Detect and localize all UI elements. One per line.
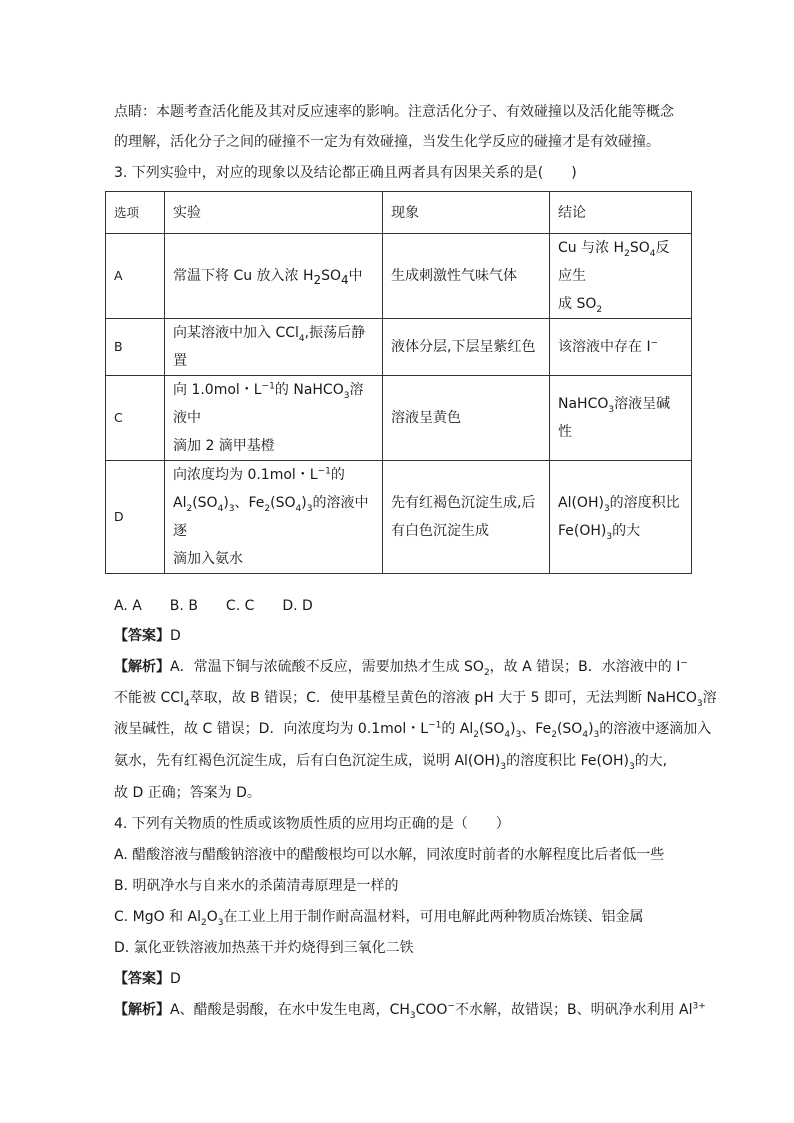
table-row <box>106 234 692 319</box>
question-3-analysis-line-1: 【解析】A．常温下铜与浓硫酸不反应，需要加热才生成 $SO_2$，故 A 错误；B．水溶液中的 I− <box>114 658 688 678</box>
question-3-analysis-line-3: 液呈碱性，故 C 错误；D．向浓度均为 0.1mol・$L^{-1}$的 $Al_2(SO_4)_3$、$Fe_2(SO_4)_3$的溶液中逐滴加入 <box>114 720 712 740</box>
question-4-option-a: A. 醋酸溶液与醋酸钠溶液中的醋酸根均可以水解，同浓度时前者的水解程度比后者低一些 <box>114 847 665 863</box>
row-option: C <box>106 376 165 461</box>
table-header-row <box>106 192 692 234</box>
comment-line-2: 的理解，活化分子之间的碰撞不一定为有效碰撞，当发生化学反应的碰撞才是有效碰撞。 <box>114 134 660 150</box>
header-conclusion: 结论 <box>550 192 692 234</box>
row-observation: 溶液呈黄色 <box>383 376 550 461</box>
table-row <box>106 461 692 574</box>
table-row <box>106 319 692 376</box>
row-observation: 液体分层,下层呈紫红色 <box>383 319 550 376</box>
question-4-analysis: 【解析】A、醋酸是弱酸，在水中发生电离，$CH_3COO^-$不水解，故错误；B、明矾净水利用 $Al^{3+}$ <box>114 1001 706 1021</box>
question-3-stem: 3. 下列实验中，对应的现象以及结论都正确且两者具有因果关系的是( ) <box>114 165 577 181</box>
row-experiment: 向 1.0mol・$L^{-1}$的 NaHCO$_3$溶液中 滴加 2 滴甲基橙 <box>165 376 383 461</box>
table-row <box>106 376 692 461</box>
row-conclusion: Cu 与浓 $H_2SO_4$反应生 成 $SO_2$ <box>550 234 692 319</box>
question-3-answer: 【答案】D <box>114 628 181 644</box>
question-4-option-c: C. MgO 和 $Al_2O_3$在工业上用于制作耐高温材料，可用电解此两种物质冶炼镁、铝金属 <box>114 909 644 928</box>
row-conclusion: 该溶液中存在 I− <box>550 319 692 376</box>
header-option: 选项 <box>106 192 165 234</box>
row-conclusion: $Al(OH)_3$的溶度积比 $Fe(OH)_3$的大 <box>550 461 692 574</box>
row-experiment: 向某溶液中加入 CCl$_4$,振荡后静置 <box>165 319 383 376</box>
header-experiment: 实验 <box>165 192 383 234</box>
row-option: A <box>106 234 165 319</box>
row-observation: 先有红褐色沉淀生成,后 有白色沉淀生成 <box>383 461 550 574</box>
question-4-option-b: B. 明矾净水与自来水的杀菌清毒原理是一样的 <box>114 878 399 894</box>
row-experiment: 向浓度均为 0.1mol・$L^{-1}$的 $Al_2(SO_4)_3$、$Fe_2(SO_4)_3$的溶液中逐 滴加入氨水 <box>165 461 383 574</box>
question-3-analysis-line-5: 故 D 正确；答案为 D。 <box>114 785 261 801</box>
row-observation: 生成刺激性气味气体 <box>383 234 550 319</box>
question-3-choices: A. A B. B C. C D. D <box>114 598 313 614</box>
question-4-answer: 【答案】D <box>114 971 181 987</box>
header-observation: 现象 <box>383 192 550 234</box>
comment-line-1: 点睛：本题考查活化能及其对反应速率的影响。注意活化分子、有效碰撞以及活化能等概念 <box>114 104 674 120</box>
row-conclusion: NaHCO$_3$溶液呈碱性 <box>550 376 692 461</box>
question-3-analysis-line-4: 氨水，先有红褐色沉淀生成，后有白色沉淀生成，说明 $Al(OH)_3$的溶度积比 $Fe(OH)_3$的大, <box>114 753 668 772</box>
question-3-analysis-line-2: 不能被 CCl$_4$萃取，故 B 错误；C．使甲基橙呈黄色的溶液 pH 大于 5 即可，无法判断 NaHCO$_3$溶 <box>114 690 717 709</box>
experiment-table <box>105 191 692 574</box>
row-option: B <box>106 319 165 376</box>
row-option: D <box>106 461 165 574</box>
question-4-option-d: D. 氯化亚铁溶液加热蒸干并灼烧得到三氧化二铁 <box>114 940 414 956</box>
row-experiment: 常温下将 Cu 放入浓 $H_2SO_4$中 <box>165 234 383 319</box>
question-4-stem: 4. 下列有关物质的性质或该物质性质的应用均正确的是（ ） <box>114 816 510 832</box>
